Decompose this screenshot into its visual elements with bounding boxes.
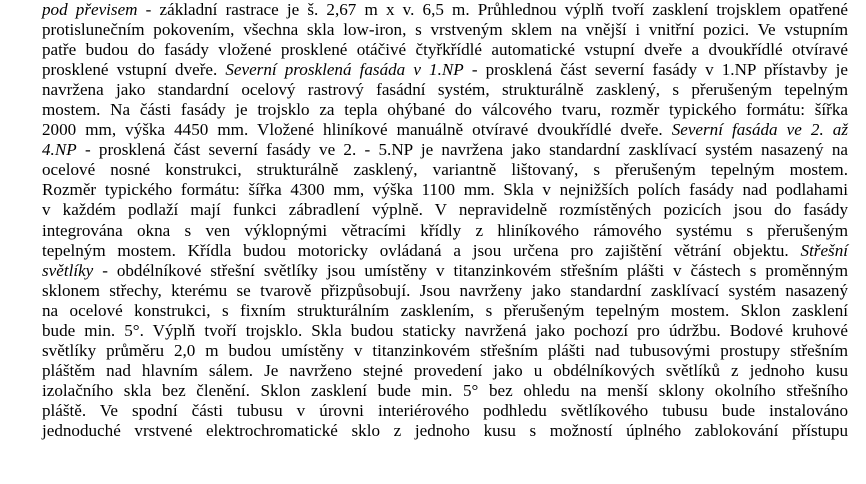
text-line (42, 381, 848, 401)
italic-heading-segment: 4.NP (42, 140, 77, 160)
text-segment: v každém podlaží mají funkci zábradlení výplně. V nepravidelně rozmístěných pozicích jsou do fasády (42, 200, 848, 220)
italic-heading-segment: Severní fasáda ve 2. až (671, 120, 848, 140)
text-line (42, 60, 848, 80)
text-segment: sklonem střechy, kterému se tvarově přizpůsobují. Jsou navrženy jako standardní zasklívací systém nasazený (42, 280, 848, 300)
italic-heading-segment: pod převisem (42, 0, 138, 19)
text-line (42, 321, 848, 341)
text-segment: - prosklená část severní fasády ve 2. - 5.NP je navržena jako standardní zasklívací systém nasazený na (76, 140, 848, 160)
text-segment: navržena jako standardní ocelový rastrový fasádní systém, strukturálně zasklený, s přerušeným tepelným (42, 80, 848, 100)
text-line (42, 341, 848, 361)
document-page (42, 0, 848, 441)
text-segment: integrována okna s ven výklopnými větracími křídly z hliníkového rámového systému s přerušeným (42, 220, 848, 240)
text-line (42, 140, 848, 160)
text-line (42, 281, 848, 301)
text-line (42, 40, 848, 60)
text-line (42, 301, 848, 321)
text-segment: - základní rastrace je š. 2,67 m x v. 6,5 m. Průhlednou výplň tvoří zasklení trojsklem opatřené (137, 0, 849, 19)
text-line (42, 20, 848, 40)
text-segment: pláštěm nad hlavním sálem. Je navrženo stejné provedení jako u obdélníkových světlíků z jednoho kusu (42, 360, 848, 380)
text-line (42, 221, 848, 241)
text-line (42, 120, 848, 140)
text-line (42, 0, 848, 20)
text-segment: izolačního skla bez členění. Sklon zasklení bude min. 5° bez ohledu na menší sklony okolního střešního (42, 380, 848, 400)
text-segment: Rozměr typického formátu: šířka 4300 mm, výška 1100 mm. Skla v nejnižších polích fasády nad podlahami (42, 180, 848, 200)
text-segment: pláště. Ve spodní části tubusu v úrovni interiérového podhledu světlíkového tubusu bude instalováno (42, 400, 848, 420)
text-segment: bude min. 5°. Výplň tvoří trojsklo. Skla budou staticky navržená jako pochozí pro údržbu. Bodové kruhové (42, 320, 848, 340)
text-line (42, 261, 848, 281)
text-segment: ocelové nosné konstrukci, strukturálně zasklený, variantně lištovaný, s přerušeným tepelným mostem. (42, 160, 848, 180)
text-line (42, 100, 848, 120)
text-line (42, 180, 848, 200)
text-segment: prosklené vstupní dveře. (42, 60, 226, 80)
italic-heading-segment: Střešní (800, 240, 848, 260)
text-segment: - obdélníkové střešní světlíky jsou umístěny v titanzinkovém střešním plášti v částech s proměnným (93, 260, 848, 280)
text-segment: - prosklená část severní fasády v 1.NP přístavby je (463, 60, 848, 80)
text-segment: 2000 mm, výška 4450 mm. Vložené hliníkové manuálně otvíravé dvoukřídlé dveře. (42, 120, 672, 140)
text-segment: patře budou do fasády vložené prosklené otáčivé čtyřkřídlé automatické vstupní dveře a dvoukřídlé otvíravé (42, 40, 848, 60)
text-line (42, 241, 848, 261)
text-line (42, 401, 848, 421)
text-segment: světlíky průměru 2,0 m budou umístěny v titanzinkovém střešním plášti nad tubusovými prostupy střešním (42, 340, 848, 360)
text-line (42, 200, 848, 220)
text-line (42, 80, 848, 100)
italic-heading-segment: Severní prosklená fasáda v 1.NP (225, 60, 464, 80)
text-line (42, 361, 848, 381)
text-line (42, 421, 848, 441)
italic-heading-segment: světlíky (42, 260, 94, 280)
text-segment: mostem. Na části fasády je trojsklo za tepla ohýbané do válcového tvaru, rozměr typického formátu: šířka (42, 100, 848, 120)
text-line (42, 160, 848, 180)
text-segment: na ocelové konstrukci, s fixním strukturálním zasklením, s přerušeným tepelným mostem. Sklon zasklení (42, 300, 848, 320)
text-segment: jednoduché vrstvené elektrochromatické sklo z jednoho kusu s možností úplného zablokování přístupu (42, 420, 848, 440)
text-segment: tepelným mostem. Křídla budou motoricky ovládaná a jsou určena pro zajištění větrání objektu. (42, 240, 801, 260)
text-segment: protislunečním pokovením, všechna skla low-iron, s vrstveným sklem na vnější i vnitřní pozici. Ve vstupním (42, 20, 848, 40)
